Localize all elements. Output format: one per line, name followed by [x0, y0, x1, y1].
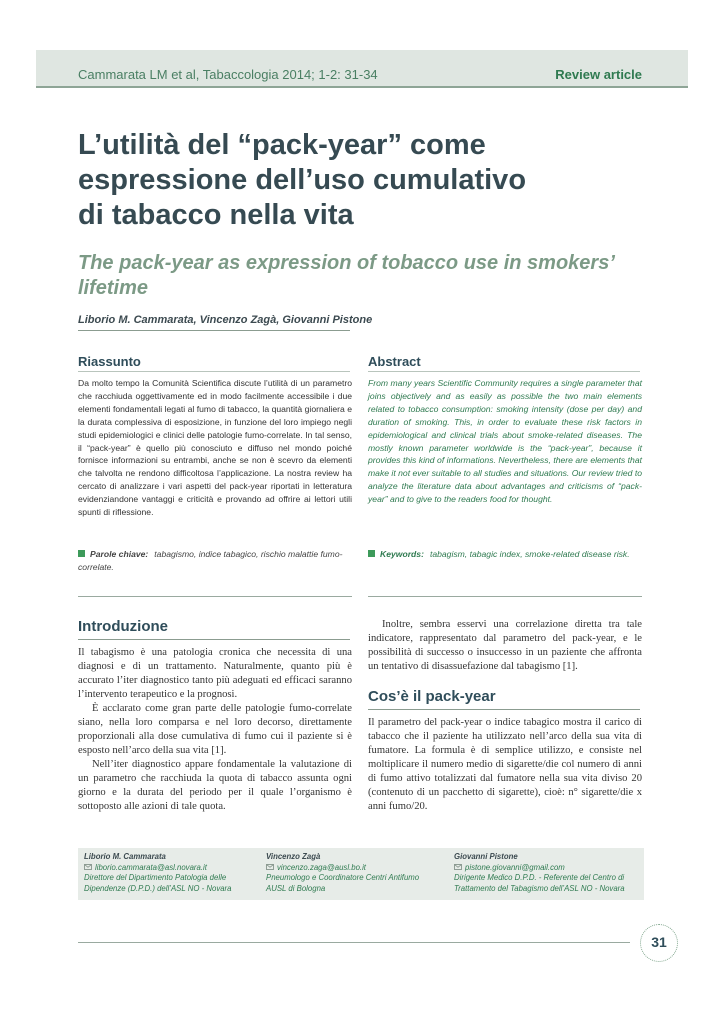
- body-paragraph: Il parametro del pack-year o indice tabagico mostra il carico di tabacco che il paziente ha utilizzato nell’arco della sua vita di fumatore. La formula è di semplice utilizzo, e consiste nel moltiplicare il numero medio di sigarette/die col numero di anni di fumo attivo totalizzati dal fumatore nella sua vita diviso 20 (contenuto di un pacchetto di sigarette), cioè: n° sigarette/die x anni fumo/20.: [368, 717, 642, 812]
- keywords-value: tabagism, tabagic index, smoke-related disease risk.: [429, 549, 630, 559]
- envelope-icon: [84, 864, 92, 870]
- contact-name: Giovanni Pistone: [454, 852, 518, 861]
- contact-email-text: pistone.giovanni@gmail.com: [465, 862, 565, 872]
- section-divider-left: [78, 596, 352, 597]
- contact-affiliation: Pneumologo e Coordinatore Centri Antifumo AUSL di Bologna: [266, 873, 420, 893]
- contact-affiliation: Dirigente Medico D.P.D. - Referente del Centro di Trattamento del Tabagismo dell’ASL NO - Novara: [454, 873, 625, 893]
- author-list: Liborio M. Cammarata, Vincenzo Zagà, Giovanni Pistone: [78, 314, 373, 326]
- riassunto-keywords: [78, 548, 352, 574]
- contact-name: Liborio M. Cammarata: [84, 852, 166, 861]
- pack-year-divider: [368, 709, 640, 710]
- abstract-heading: Abstract: [368, 354, 421, 369]
- intro-divider: [78, 639, 350, 640]
- keywords-label: Parole chiave:: [90, 549, 149, 559]
- article-type-label: Review article: [555, 67, 642, 82]
- body-paragraph: Inoltre, sembra esservi una correlazione diretta tra tale indicatore, rappresentato dal parametro del pack-year, e le possibilità di successo o insuccesso in un paziente che affronta un tentativo di disassuefazione dal tabagismo [1].: [368, 619, 642, 672]
- intro-paragraph: Nell’iter diagnostico appare fondamentale la valutazione di un parametro che racchiuda la quota di tabacco assunta ogni giorno e la durata del periodo per il quale l’organismo è sottoposto alle azioni di tale quota.: [78, 759, 352, 812]
- page-number: 31: [651, 934, 667, 950]
- right-column-intro: [368, 618, 642, 674]
- abstract-divider: [368, 371, 640, 372]
- riassunto-heading: Riassunto: [78, 354, 141, 369]
- contact-email-text: vincenzo.zaga@ausl.bo.it: [277, 862, 366, 872]
- article-title-english: The pack-year as expression of tobacco use in smokers’ lifetime: [78, 252, 615, 299]
- author-contacts: [78, 848, 644, 900]
- keyword-bullet-icon: [368, 550, 375, 557]
- intro-paragraph: Il tabagismo è una patologia cronica che necessita di una diagnosi e di un trattamento. Naturalmente, quanto più è accurato l’iter diagnostico tanto più adeguati ed efficaci saranno l’intervento terapeutico e la prognosi.: [78, 647, 352, 700]
- pack-year-body: [368, 716, 642, 814]
- riassunto-divider: [78, 371, 350, 372]
- running-header: [36, 50, 688, 88]
- riassunto-text: Da molto tempo la Comunità Scientifica discute l’utilità di un parametro che racchiuda oggettivamente ed in modo facilmente accessibile i due elementi fondamentali legati al fumo di tabacco, la quantità giornaliera e la durata complessiva di esposizione, in funzione del loro impiego negli studi epidemiologici e clinici delle patologie fumo-correlate. In tal senso, il “pack-year” è quello più conosciuto e diffuso nel mondo poiché fornisce informazioni su entrambi, anche se non è scevro da elementi che talvolta ne rendono difficoltosa l’applicazione. La nostra review ha cercato di analizzare i vari aspetti del pack-year riportati in letteratura evidenziandone vantaggi e criticità e provando ad offrire ai lettori utili spunti di riflessione.: [78, 378, 352, 518]
- keyword-bullet-icon: [78, 550, 85, 557]
- contact-card: [266, 852, 436, 894]
- contact-card: [454, 852, 638, 894]
- contact-email[interactable]: [84, 863, 254, 874]
- page-number-badge: [640, 924, 678, 962]
- contact-name: Vincenzo Zagà: [266, 852, 321, 861]
- envelope-icon: [454, 864, 462, 870]
- envelope-icon: [266, 864, 274, 870]
- footer-divider: [78, 942, 630, 943]
- contact-email[interactable]: [454, 863, 638, 874]
- contact-affiliation: Direttore del Dipartimento Patologia delle Dipendenze (D.P.D.) dell’ASL NO - Novara: [84, 873, 232, 893]
- journal-citation: Cammarata LM et al, Tabaccologia 2014; 1-2: 31-34: [78, 67, 378, 82]
- contact-email-text: liborio.cammarata@asl.novara.it: [95, 862, 207, 872]
- contact-email[interactable]: [266, 863, 436, 874]
- authors-divider: [78, 330, 350, 331]
- keywords-label: Keywords:: [380, 549, 424, 559]
- intro-heading: Introduzione: [78, 618, 168, 635]
- abstract-keywords: [368, 548, 642, 561]
- keywords-value: tabagismo, indice tabagico, rischio malattie fumo-correlate.: [78, 549, 343, 572]
- intro-paragraph: È acclarato come gran parte delle patologie fumo-correlate siano, nella loro comparsa e nel loro decorso, direttamente proporzionali alla dose cumulativa di fumo cui il paziente si è esposto nell’arco della sua vita [1].: [78, 703, 352, 756]
- abstract-text: From many years Scientific Community requires a single parameter that joins objectively and as easily as possible the two main elements related to tobacco consumption: smoking intensity (dose per day) and duration of smoking. This, in order to evaluate these risk factors in epidemiological and clinical trials about smoke-related diseases. The mostly known parameter worldwide is the “pack-year”, because it provides this kind of informations. Nevertheless, there are elements that make it not ever suitable to all studies and situations. Our review tried to analyze the literature data about advantages and criticisms of “pack-year” and to give to the readers food for thought.: [368, 378, 642, 505]
- article-title-italian: L’utilità del “pack-year” come espressione dell’uso cumulativo di tabacco nella vita: [78, 129, 527, 231]
- contact-card: [84, 852, 254, 894]
- intro-body: [78, 646, 352, 814]
- section-divider-right: [368, 596, 642, 597]
- pack-year-heading: Cos’è il pack-year: [368, 688, 496, 705]
